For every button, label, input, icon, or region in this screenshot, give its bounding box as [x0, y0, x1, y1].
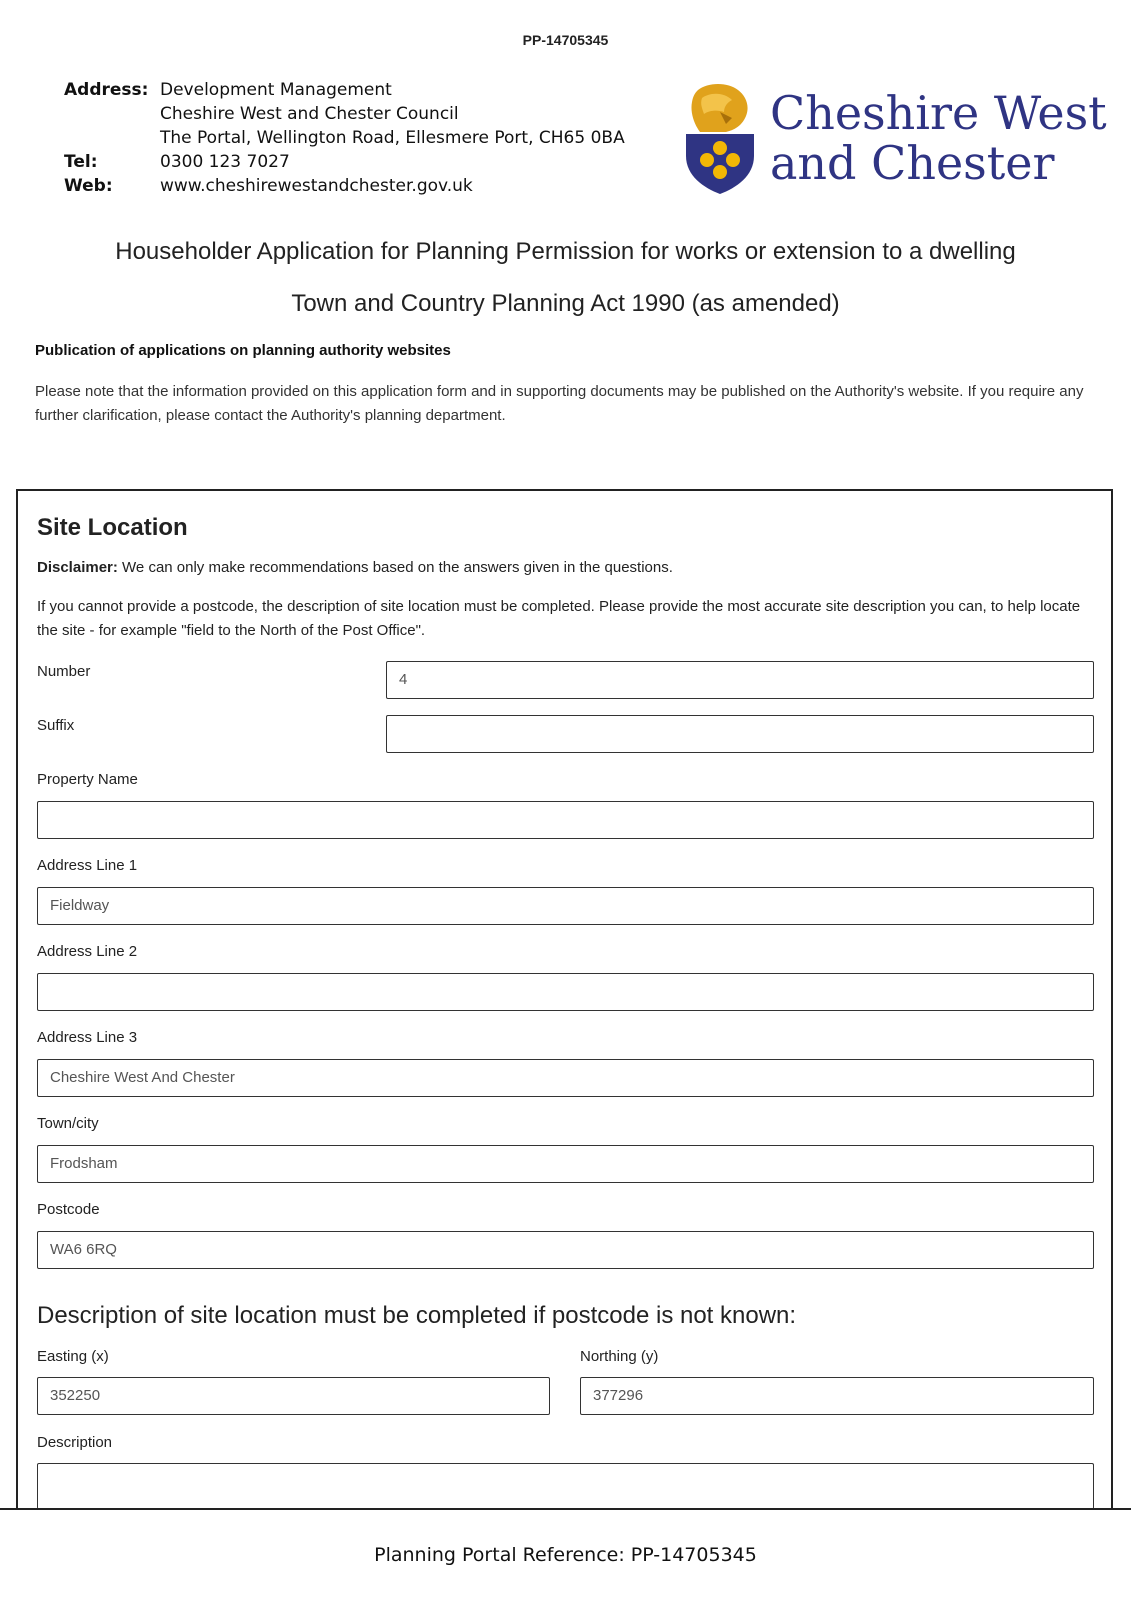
lion-shield-icon: [680, 82, 760, 194]
site-instructions: If you cannot provide a postcode, the description of site location must be completed. Please provide the most accurate site description you can, to help locate the site - for example "field to the North of the Post Office".: [37, 598, 1081, 639]
northing-label: Northing (y): [580, 1348, 659, 1365]
tel-value: 0300 123 7027: [160, 152, 290, 172]
town-city-label: Town/city: [37, 1115, 99, 1132]
logo-line-1: Cheshire West: [770, 86, 1107, 140]
address-line-2-label: Address Line 2: [37, 943, 138, 960]
address-line-3-field[interactable]: Cheshire West And Chester: [37, 1059, 1094, 1097]
act-title: Town and Country Planning Act 1990 (as amended): [291, 290, 840, 317]
northing-field[interactable]: 377296: [580, 1377, 1094, 1415]
disclaimer-text: We can only make recommendations based on the answers given in the questions.: [117, 559, 673, 576]
description-field[interactable]: [37, 1463, 1094, 1509]
footer-reference: Planning Portal Reference: PP-14705345: [374, 1544, 757, 1566]
address-label: Address:: [64, 80, 149, 100]
easting-field[interactable]: 352250: [37, 1377, 550, 1415]
form-title: Householder Application for Planning Permission for works or extension to a dwelling: [115, 238, 1016, 265]
address-line-1: Development Management: [160, 80, 392, 100]
number-label: Number: [37, 663, 91, 680]
description-label: Description: [37, 1434, 113, 1451]
council-logo: [680, 82, 1107, 200]
address-line-2: Cheshire West and Chester Council: [160, 104, 459, 124]
suffix-field[interactable]: [386, 715, 1094, 753]
town-city-field[interactable]: Frodsham: [37, 1145, 1094, 1183]
section-title: Site Location: [37, 514, 188, 541]
postcode-label: Postcode: [37, 1201, 100, 1218]
address-line-3: The Portal, Wellington Road, Ellesmere Port, CH65 0BA: [160, 128, 625, 148]
footer-divider: [0, 1508, 1131, 1510]
address-line-2-field[interactable]: [37, 973, 1094, 1011]
web-label: Web:: [64, 176, 113, 196]
address-line-3-label: Address Line 3: [37, 1029, 138, 1046]
description-heading: Description of site location must be completed if postcode is not known:: [37, 1302, 797, 1329]
number-field[interactable]: 4: [386, 661, 1094, 699]
publication-text: Please note that the information provided on this application form and in supporting documents may be published on the Authority's website. If you require any further clarification, please contact the Authority's planning department.: [35, 383, 1084, 424]
suffix-label: Suffix: [37, 717, 75, 734]
property-name-label: Property Name: [37, 771, 138, 788]
property-name-field[interactable]: [37, 801, 1094, 839]
postcode-field[interactable]: WA6 6RQ: [37, 1231, 1094, 1269]
web-link[interactable]: www.cheshirewestandchester.gov.uk: [160, 176, 473, 196]
tel-label: Tel:: [64, 152, 98, 172]
disclaimer: [37, 556, 1087, 580]
disclaimer-label: Disclaimer:: [37, 559, 118, 576]
logo-line-2: and Chester: [770, 136, 1055, 190]
address-line-1-label: Address Line 1: [37, 857, 138, 874]
application-reference: PP-14705345: [522, 32, 609, 48]
easting-label: Easting (x): [37, 1348, 109, 1365]
publication-heading: Publication of applications on planning authority websites: [35, 342, 451, 359]
address-line-1-field[interactable]: Fieldway: [37, 887, 1094, 925]
contact-block: [64, 78, 625, 198]
